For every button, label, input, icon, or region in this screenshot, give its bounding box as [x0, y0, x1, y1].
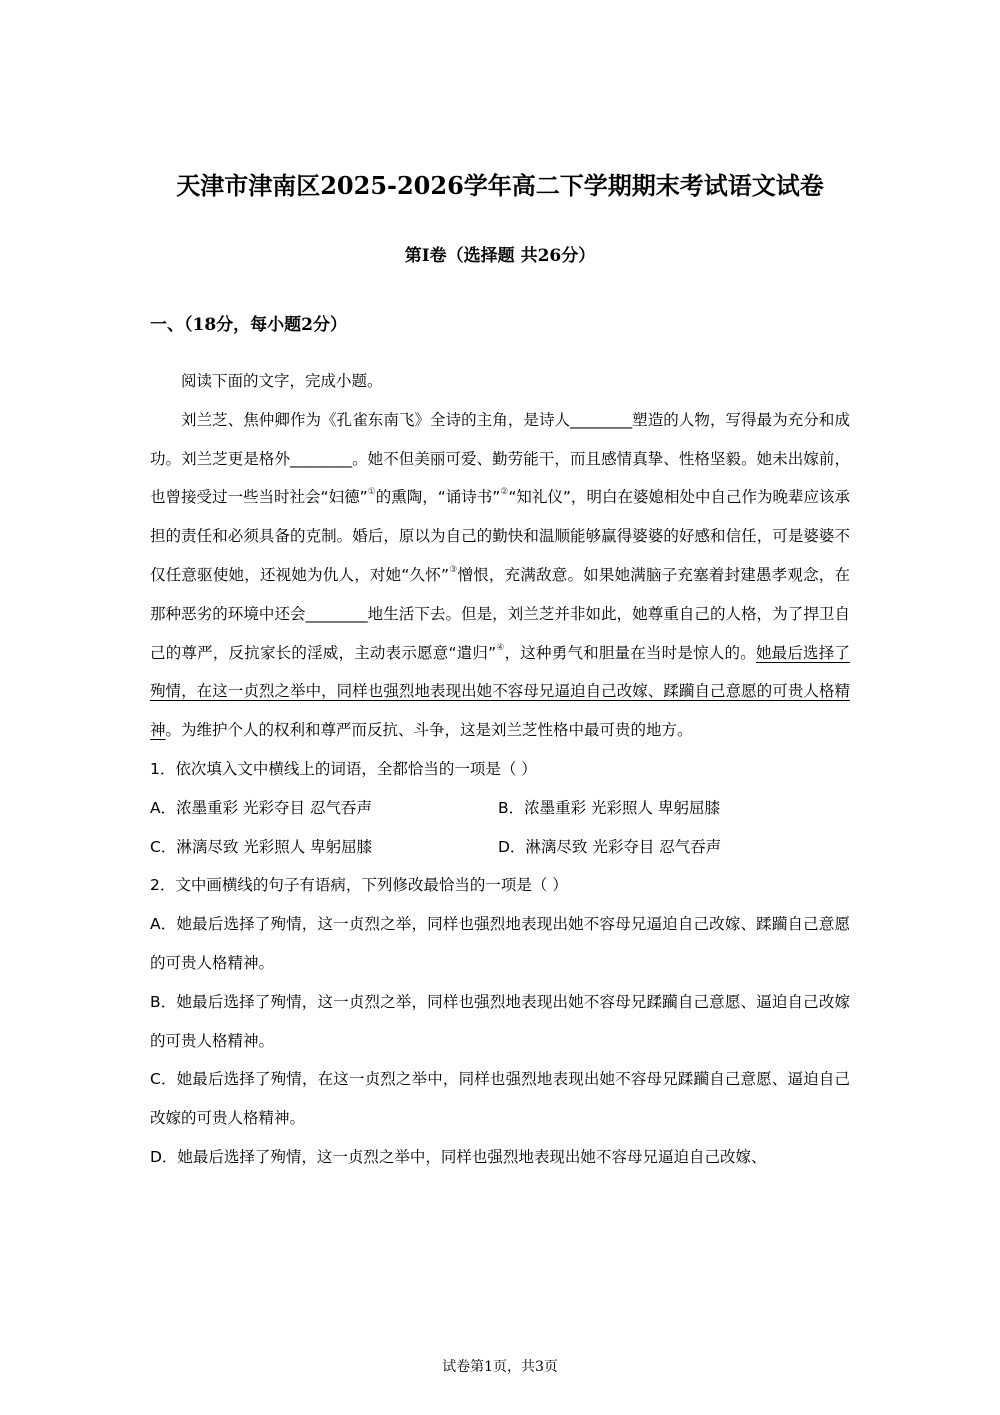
section-heading: 一、（18分，每小题2分）: [150, 315, 347, 335]
passage-text: ，这种勇气和胆量在当时是惊人的。: [504, 643, 756, 662]
question-1-stem: 1．依次填入文中横线上的词语，全都恰当的一项是（ ）: [150, 759, 537, 778]
question-1-options-row: [150, 828, 850, 867]
question-1-option-d: D．淋漓尽致 光彩夺目 忍气吞声: [498, 837, 722, 856]
underlined-sentence: 她最后选择了殉情，在这一贞烈之举中，同样也强烈地表现出她不容母兄逼迫自己改嫁、蹂躏自己意愿的可贵人格精神: [150, 643, 850, 740]
footnote-marker: ②: [500, 487, 509, 498]
question-2-option-d: D．她最后选择了殉情，这一贞烈之举中，同样也强烈地表现出她不容母兄逼迫自己改嫁、: [150, 1147, 767, 1166]
reading-instruction: 阅读下面的文字，完成小题。: [181, 372, 383, 390]
question-1-option-a: A．浓墨重彩 光彩夺目 忍气吞声: [150, 798, 372, 817]
passage-text: 。她不但美丽可爱、勤劳能干，而且感情真挚、性格坚毅。她未出嫁前，也曾接受过一些当时社会“妇德”: [150, 449, 850, 507]
question-1-option-b: B．浓墨重彩 光彩照人 卑躬屈膝: [498, 798, 720, 817]
footnote-marker: ①: [367, 487, 376, 498]
question-1-option-c: C．淋漓尽致 光彩照人 卑躬屈膝: [150, 837, 373, 856]
question-2-option-b: B．她最后选择了殉情，这一贞烈之举，同样也强烈地表现出她不容母兄蹂躏自己意愿、逼迫自己改嫁的可贵人格精神。: [150, 992, 850, 1050]
question-1-options-row: [150, 789, 850, 828]
part-heading: 第I卷（选择题 共26分）: [404, 246, 596, 266]
page-footer: 试卷第1页，共3页: [442, 1359, 558, 1375]
exam-body: [150, 362, 850, 1177]
page-title: 天津市津南区2025-2026学年高二下学期期末考试语文试卷: [176, 171, 824, 200]
question-2-option-a: A．她最后选择了殉情，这一贞烈之举，同样也强烈地表现出她不容母兄逼迫自己改嫁、蹂躏自己意愿的可贵人格精神。: [150, 915, 850, 972]
passage-text: 。为维护个人的权利和尊严而反抗、斗争，这是刘兰芝性格中最可贵的地方。: [165, 721, 693, 740]
passage-text: 憎恨，充满敌意。如果她满脑子充塞着封建愚孝观念，在那种恶劣的环境中还会: [150, 565, 850, 623]
passage-text: “知礼仪”，明白在婆媳相处中自己作为晚辈应该承担的责任和必须具备的克制。婚后，原以为自己的勤快和温顺能够赢得婆婆的好感和信任，可是婆婆不仅任意驱使她，还视她为仇人，对她“久怀”: [150, 488, 850, 584]
fill-blank-1: ________: [570, 410, 633, 429]
fill-blank-2: ________: [290, 449, 353, 468]
passage-text: 塑造的人物，写得最为充分和成功。刘兰芝更是格外: [150, 410, 850, 468]
reading-passage: [150, 401, 850, 750]
passage-text: 的熏陶，“诵诗书”: [375, 488, 501, 507]
passage-text: 地生活下去。但是，刘兰芝并非如此，她尊重自己的人格，为了捍卫自己的尊严，反抗家长的淫威，主动表示愿意“遣归”: [150, 604, 850, 662]
question-2-stem: 2．文中画横线的句子有语病，下列修改最恰当的一项是（ ）: [150, 876, 568, 895]
footnote-marker: ③: [449, 564, 458, 575]
passage-text: 刘兰芝、焦仲卿作为《孔雀东南飞》全诗的主角，是诗人: [181, 410, 571, 429]
footnote-marker: ④: [496, 642, 505, 653]
question-2-option-c: C．她最后选择了殉情，在这一贞烈之举中，同样也强烈地表现出她不容母兄蹂躏自己意愿、逼迫自己改嫁的可贵人格精神。: [150, 1070, 850, 1128]
fill-blank-3: ________: [305, 604, 368, 623]
